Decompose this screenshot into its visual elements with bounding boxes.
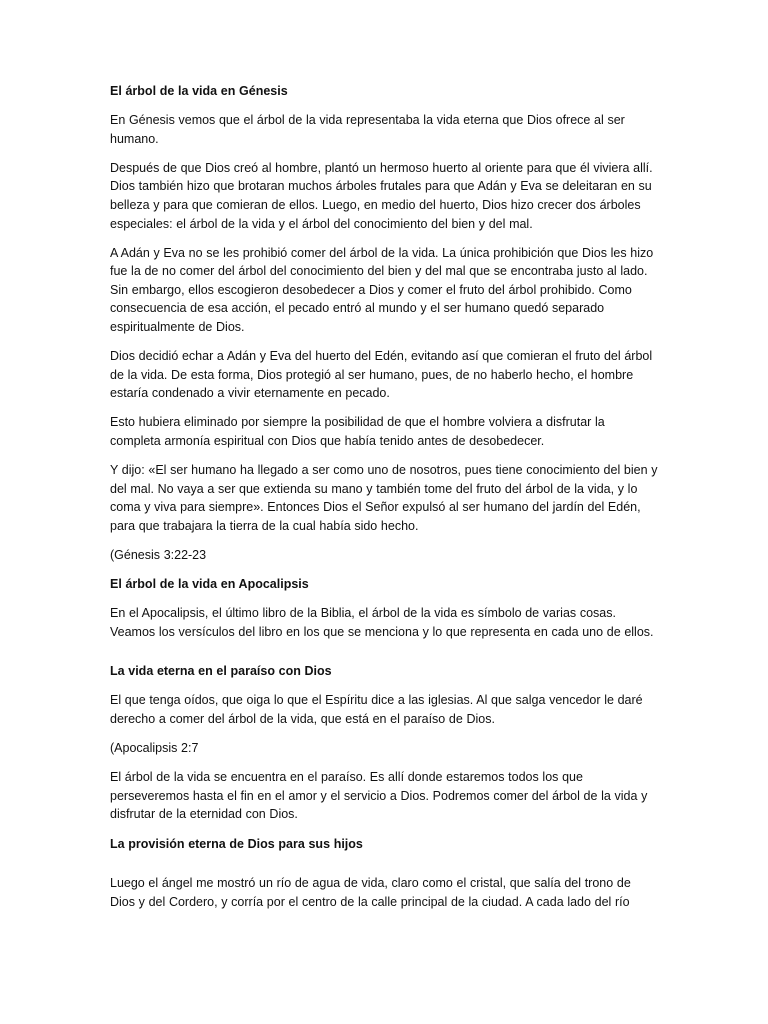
citation: (Génesis 3:22-23: [110, 547, 207, 562]
section-heading-provision: La provisión eterna de Dios para sus hijos: [110, 836, 363, 851]
paragraph: El árbol de la vida se encuentra en el paraíso. Es allí donde estaremos todos los que perseveremos hasta el fin en el amor y el servicio a Dios. Podremos comer del árbol de la vida y disfrutar de la eternidad con Dios.: [110, 770, 648, 822]
section-heading-genesis: El árbol de la vida en Génesis: [110, 84, 288, 98]
paragraph: Después de que Dios creó al hombre, plantó un hermoso huerto al oriente para que él viviera allí. Dios también hizo que brotaran muchos árboles frutales para que Adán y Eva se deleitaran en su belleza y para que comieran de ellos. Luego, en medio del huerto, Dios hizo crecer dos árboles especiales: el árbol de la vida y el árbol del conocimiento del bien y del mal.: [110, 160, 653, 231]
section-heading-apocalipsis: El árbol de la vida en Apocalipsis: [110, 577, 309, 592]
paragraph: Dios decidió echar a Adán y Eva del huerto del Edén, evitando así que comieran el fruto del árbol de la vida. De esta forma, Dios protegió al ser humano, pues, de no haberlo hecho, el hombre estaría condenado a vivir eternamente en pecado.: [110, 349, 653, 401]
section-heading-vida-eterna: La vida eterna en el paraíso con Dios: [110, 664, 332, 679]
paragraph: El que tenga oídos, que oiga lo que el Espíritu dice a las iglesias. Al que salga vencedor le daré derecho a comer del árbol de la vida, que está en el paraíso de Dios.: [110, 693, 643, 727]
paragraph: Luego el ángel me mostró un río de agua de vida, claro como el cristal, que salía del trono de Dios y del Cordero, y corría por el centro de la calle principal de la ciudad. A cada lado del río: [110, 876, 631, 909]
paragraph: En Génesis vemos que el árbol de la vida representaba la vida eterna que Dios ofrece al ser humano.: [110, 113, 625, 146]
document-page: [110, 82, 658, 922]
paragraph: Y dijo: «El ser humano ha llegado a ser como uno de nosotros, pues tiene conocimiento del bien y del mal. No vaya a ser que extienda su mano y también tome del fruto del árbol de la vida, y lo coma y viva para siempre». Entonces Dios el Señor expulsó al ser humano del jardín del Edén, para que trabajara la tierra de la cual había sido hecho.: [110, 463, 658, 533]
paragraph: Esto hubiera eliminado por siempre la posibilidad de que el hombre volviera a disfrutar la completa armonía espiritual con Dios que había tenido antes de desobedecer.: [110, 415, 605, 448]
paragraph: En el Apocalipsis, el último libro de la Biblia, el árbol de la vida es símbolo de varias cosas. Veamos los versículos del libro en los que se menciona y lo que representa en cada uno de ellos.: [110, 606, 654, 639]
citation: (Apocalipsis 2:7: [110, 741, 199, 756]
paragraph: A Adán y Eva no se les prohibió comer del árbol de la vida. La única prohibición que Dios les hizo fue la de no comer del árbol del conocimiento del bien y del mal que se encontraba justo al lado. Sin embargo, ellos escogieron desobedecer a Dios y comer el fruto del árbol prohibido. Como consecuencia de esa acción, el pecado entró al mundo y el ser humano quedó separado espiritualmente de Dios.: [110, 245, 654, 335]
